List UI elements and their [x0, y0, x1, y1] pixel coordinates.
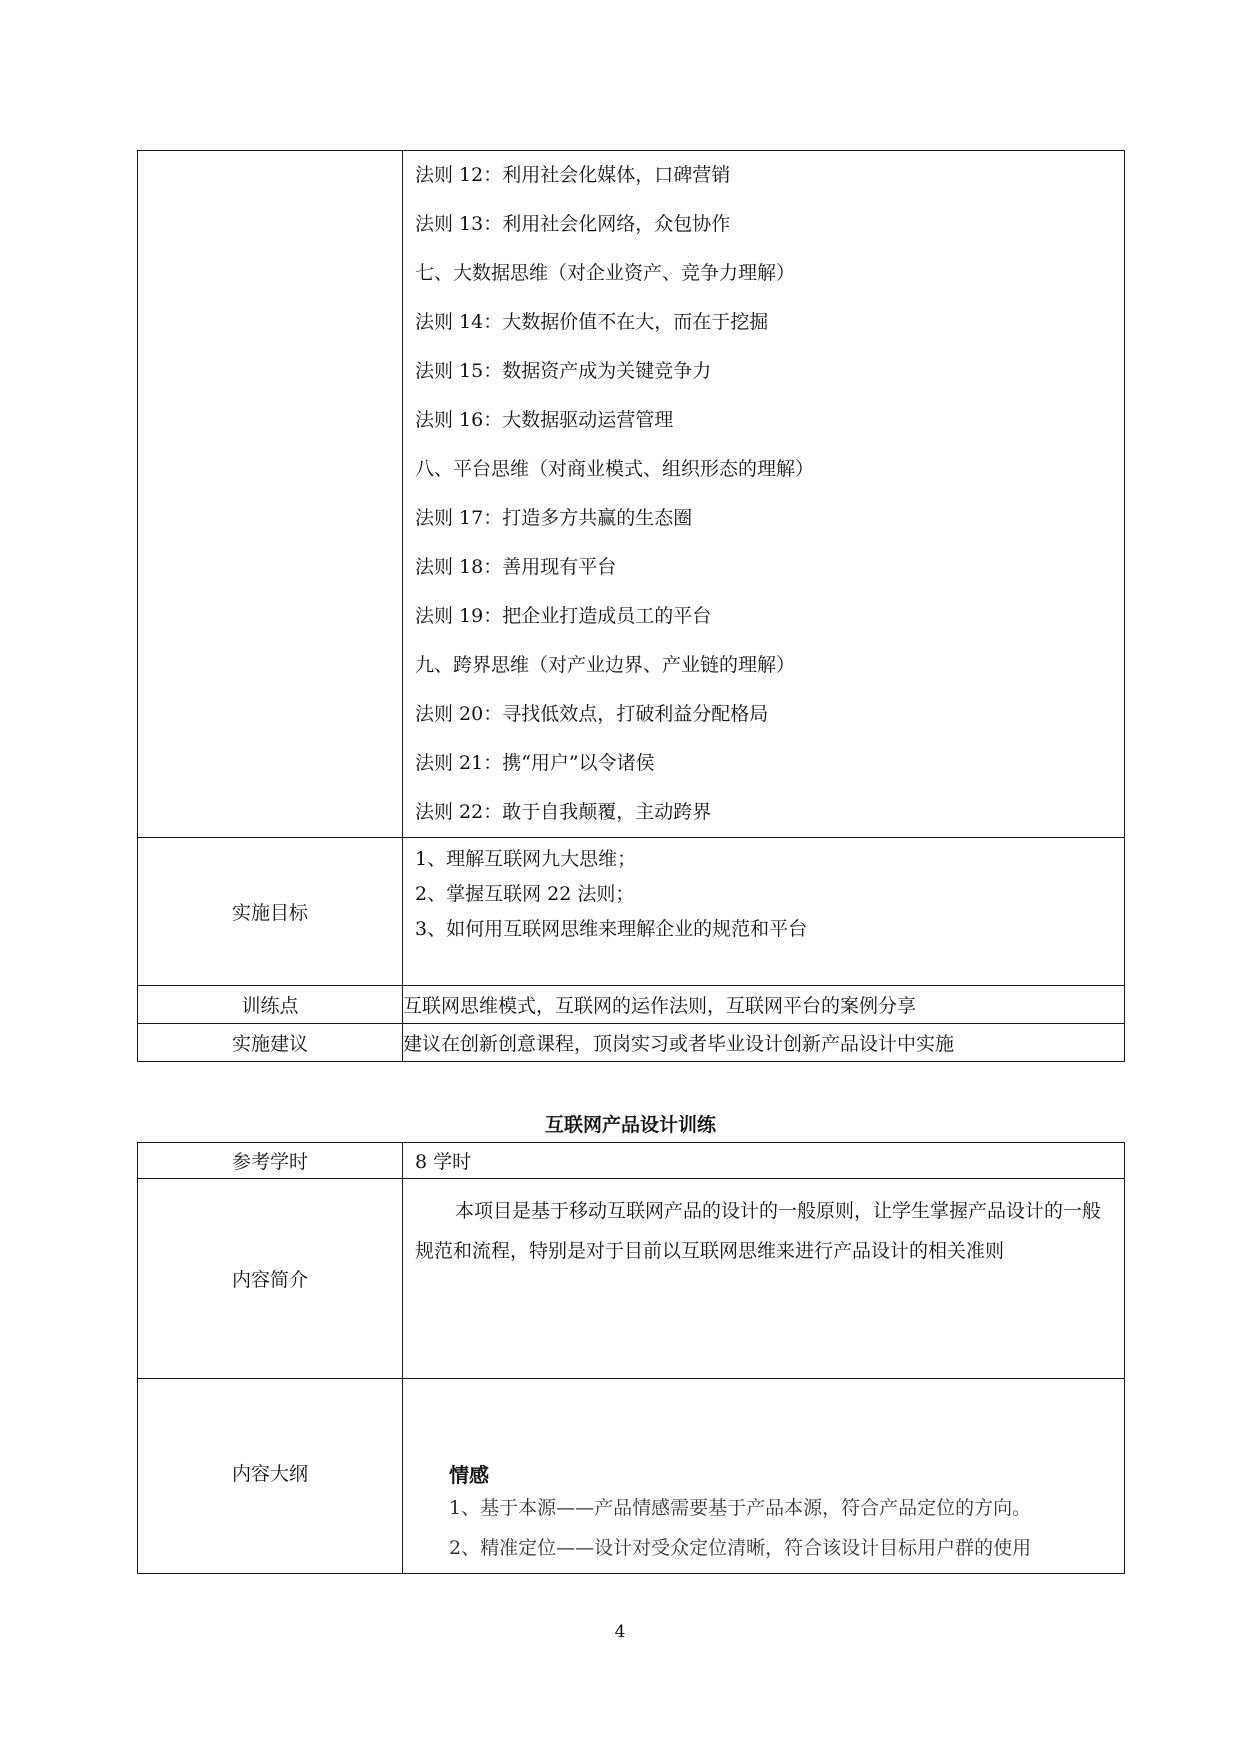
rule-line: 法则 17：打造多方共赢的生态圈 — [415, 507, 693, 529]
outline-item: 1、基于本源——产品情感需要基于产品本源，符合产品定位的方向。 — [449, 1497, 1032, 1519]
training-text: 互联网思维模式，互联网的运作法则，互联网平台的案例分享 — [403, 986, 1125, 1024]
outline-heading: 情感 — [449, 1463, 489, 1487]
project-table-continued — [137, 150, 1125, 1062]
rules-row — [138, 151, 1125, 838]
rule-line: 法则 12：利用社会化媒体，口碑营销 — [415, 164, 731, 186]
rule-line: 七、大数据思维（对企业资产、竞争力理解） — [415, 262, 796, 284]
project-table — [137, 1142, 1125, 1574]
intro-cell — [403, 1179, 1125, 1379]
empty-label-cell — [138, 151, 403, 838]
rule-line: 九、跨界思维（对产业边界、产业链的理解） — [415, 654, 796, 676]
outline-row — [138, 1379, 1125, 1574]
goals-cell — [403, 838, 1125, 986]
rule-line: 法则 13：利用社会化网络，众包协作 — [415, 213, 731, 235]
rule-line: 法则 19：把企业打造成员工的平台 — [415, 605, 712, 627]
section-title: 互联网产品设计训练 — [544, 1114, 716, 1136]
rule-line: 法则 15：数据资产成为关键竞争力 — [415, 360, 712, 382]
training-row — [138, 986, 1125, 1024]
rule-line: 八、平台思维（对商业模式、组织形态的理解） — [415, 458, 815, 480]
page-number: 4 — [614, 1622, 626, 1642]
hours-label: 参考学时 — [138, 1143, 403, 1179]
advice-row — [138, 1024, 1125, 1062]
hours-value: 8 学时 — [403, 1143, 1125, 1179]
outline-label: 内容大纲 — [138, 1379, 403, 1574]
rule-line: 法则 14：大数据价值不在大，而在于挖掘 — [415, 311, 769, 333]
advice-text: 建议在创新创意课程，顶岗实习或者毕业设计创新产品设计中实施 — [403, 1024, 1125, 1062]
goal-item: 2、掌握互联网 22 法则； — [415, 883, 635, 905]
rule-line: 法则 21：携“用户”以令诸侯 — [415, 752, 655, 774]
hours-row — [138, 1143, 1125, 1179]
goal-item: 1、理解互联网九大思维； — [415, 848, 637, 870]
rule-line: 法则 16：大数据驱动运营管理 — [415, 409, 674, 431]
rule-line: 法则 22：敢于自我颠覆，主动跨界 — [415, 801, 712, 823]
rule-line: 法则 20：寻找低效点，打破利益分配格局 — [415, 703, 769, 725]
rule-line: 法则 18：善用现有平台 — [415, 556, 617, 578]
intro-text: 本项目是基于移动互联网产品的设计的一般原则，让学生掌握产品设计的一般规范和流程，特别是对于目前以互联网思维来进行产品设计的相关准则 — [415, 1200, 1102, 1262]
outline-item: 2、精准定位——设计对受众定位清晰，符合该设计目标用户群的使用 — [449, 1537, 1032, 1559]
rules-cell — [403, 151, 1125, 838]
intro-row — [138, 1179, 1125, 1379]
intro-label: 内容简介 — [138, 1179, 403, 1379]
outline-cell — [403, 1379, 1125, 1574]
goals-row — [138, 838, 1125, 986]
goals-label: 实施目标 — [138, 838, 403, 986]
training-label: 训练点 — [138, 986, 403, 1024]
advice-label: 实施建议 — [138, 1024, 403, 1062]
goal-item: 3、如何用互联网思维来理解企业的规范和平台 — [415, 918, 808, 940]
